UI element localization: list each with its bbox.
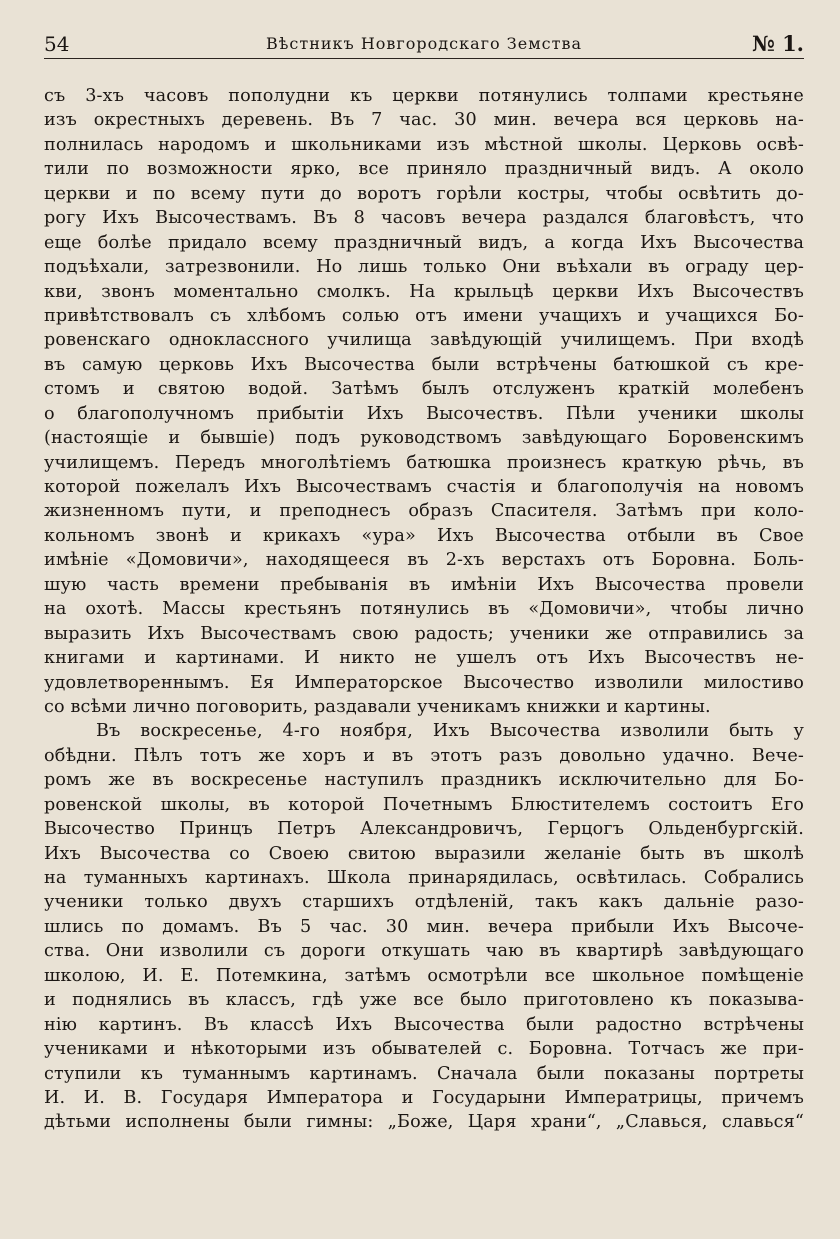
text-line: имѣніе «Домовичи», находящееся въ 2-хъ верстахъ отъ Боровна. Боль- <box>44 550 804 571</box>
text-line: кви, звонъ моментально смолкъ. На крыльцѣ церкви Ихъ Высочествъ <box>44 281 804 302</box>
text-line: ромъ же въ воскресенье наступилъ праздникъ исключительно для Бо- <box>44 770 804 791</box>
page-number: 54 <box>44 32 70 56</box>
text-line: удовлетвореннымъ. Ея Императорское Высочество изволили милостиво <box>44 672 804 693</box>
text-line: ступили къ туманнымъ картинамъ. Сначала были показаны портреты <box>44 1063 804 1084</box>
header-rule <box>44 58 804 59</box>
text-line: учениками и нѣкоторыми изъ обывателей с. Боровна. Тотчасъ же при- <box>44 1039 804 1060</box>
text-line: обѣдни. Пѣлъ тотъ же хоръ и въ этотъ разъ довольно удачно. Вече- <box>44 745 804 766</box>
text-line: жизненномъ пути, и преподнесъ образъ Спасителя. Затѣмъ при коло- <box>44 501 804 522</box>
text-line: со всѣми лично поговорить, раздавали ученикамъ книжки и картины. <box>44 696 711 717</box>
text-line: Ихъ Высочества со Своею свитою выразили желаніе быть въ школѣ <box>44 843 804 864</box>
text-line: И. И. В. Государя Императора и Государыни Императрицы, причемъ <box>44 1087 804 1108</box>
text-line: Высочество Принцъ Петръ Александровичъ, Герцогъ Ольденбургскій. <box>44 819 804 840</box>
paragraph <box>44 84 804 719</box>
text-line: о благополучномъ прибытіи Ихъ Высочествъ. Пѣли ученики школы <box>44 403 804 424</box>
text-line: рогу Ихъ Высочествамъ. Въ 8 часовъ вечера раздался благовѣстъ, что <box>44 208 804 229</box>
text-line: на туманныхъ картинахъ. Школа принарядилась, освѣтилась. Собрались <box>44 868 804 888</box>
issue-number: № 1. <box>751 31 804 56</box>
text-line: училищемъ. Передъ многолѣтіемъ батюшка произнесъ краткую рѣчь, въ <box>44 452 804 473</box>
text-line: на охотѣ. Массы крестьянъ потянулись въ «Домовичи», чтобы лично <box>44 599 804 620</box>
text-line: школою, И. Е. Потемкина, затѣмъ осмотрѣли все школьное помѣщеніе <box>44 965 804 986</box>
text-line: полнилась народомъ и школьниками изъ мѣстной школы. Церковь освѣ- <box>44 134 804 155</box>
running-header <box>44 28 804 62</box>
text-line: ровенскаго одноклассного училища завѣдующій училищемъ. При входѣ <box>44 330 804 351</box>
text-line: книгами и картинами. И никто не ушелъ отъ Ихъ Высочествъ не- <box>44 648 804 669</box>
text-line: стомъ и святою водой. Затѣмъ былъ отслуженъ краткій молебенъ <box>44 379 804 400</box>
text-line: дѣтьми исполнены были гимны: „Боже, Царя храни“, „Славься, славься“ <box>44 1112 804 1133</box>
text-line: (настоящіе и бывшіе) подъ руководствомъ завѣдующаго Боровенскимъ <box>44 428 804 449</box>
text-line: которой пожелалъ Ихъ Высочествамъ счастія и благополучія на новомъ <box>44 477 804 497</box>
text-line: тили по возможности ярко, все приняло праздничный видъ. А около <box>44 159 804 180</box>
text-line: шую часть времени пребыванія въ имѣніи Ихъ Высочества провели <box>44 574 804 595</box>
text-line: и поднялись въ классъ, гдѣ уже все было приготовлено къ показыва- <box>44 990 804 1011</box>
text-line: въ самую церковь Ихъ Высочества были встрѣчены батюшкой съ кре- <box>44 354 804 375</box>
article-body <box>44 84 804 1135</box>
text-line: выразить Ихъ Высочествамъ свою радость; ученики же отправились за <box>44 623 804 644</box>
text-line: еще болѣе придало всему праздничный видъ, а когда Ихъ Высочества <box>44 232 804 253</box>
text-line: привѣтствовалъ съ хлѣбомъ солью отъ имени учащихъ и учащихся Бо- <box>44 305 804 326</box>
text-line: нію картинъ. Въ классѣ Ихъ Высочества были радостно встрѣчены <box>44 1014 804 1035</box>
text-line: ства. Они изволили съ дороги откушать чаю въ квартирѣ завѣдующаго <box>44 941 804 962</box>
text-line: кольномъ звонѣ и крикахъ «ура» Ихъ Высочества отбыли въ Свое <box>44 525 804 546</box>
text-line: изъ окрестныхъ деревень. Въ 7 час. 30 мин. вечера вся церковь на- <box>44 110 804 131</box>
journal-title: Вѣстникъ Новгородскаго Земства <box>266 34 582 53</box>
text-line: ровенской школы, въ которой Почетнымъ Блюстителемъ состоитъ Его <box>44 794 804 815</box>
text-line: шлись по домамъ. Въ 5 час. 30 мин. вечера прибыли Ихъ Высоче- <box>44 916 804 937</box>
text-line: ученики только двухъ старшихъ отдѣленій, такъ какъ дальніе разо- <box>44 892 804 913</box>
text-line: подъѣхали, затрезвонили. Но лишь только Они въѣхали въ ограду цер- <box>44 257 804 278</box>
text-line: церкви и по всему пути до воротъ горѣли костры, чтобы освѣтить до- <box>44 183 804 204</box>
text-line: Въ воскресенье, 4-го ноября, Ихъ Высочества изволили быть у <box>96 721 804 742</box>
paragraph <box>44 719 804 1134</box>
text-line: съ 3-хъ часовъ пополудни къ церкви потянулись толпами крестьяне <box>44 86 804 106</box>
